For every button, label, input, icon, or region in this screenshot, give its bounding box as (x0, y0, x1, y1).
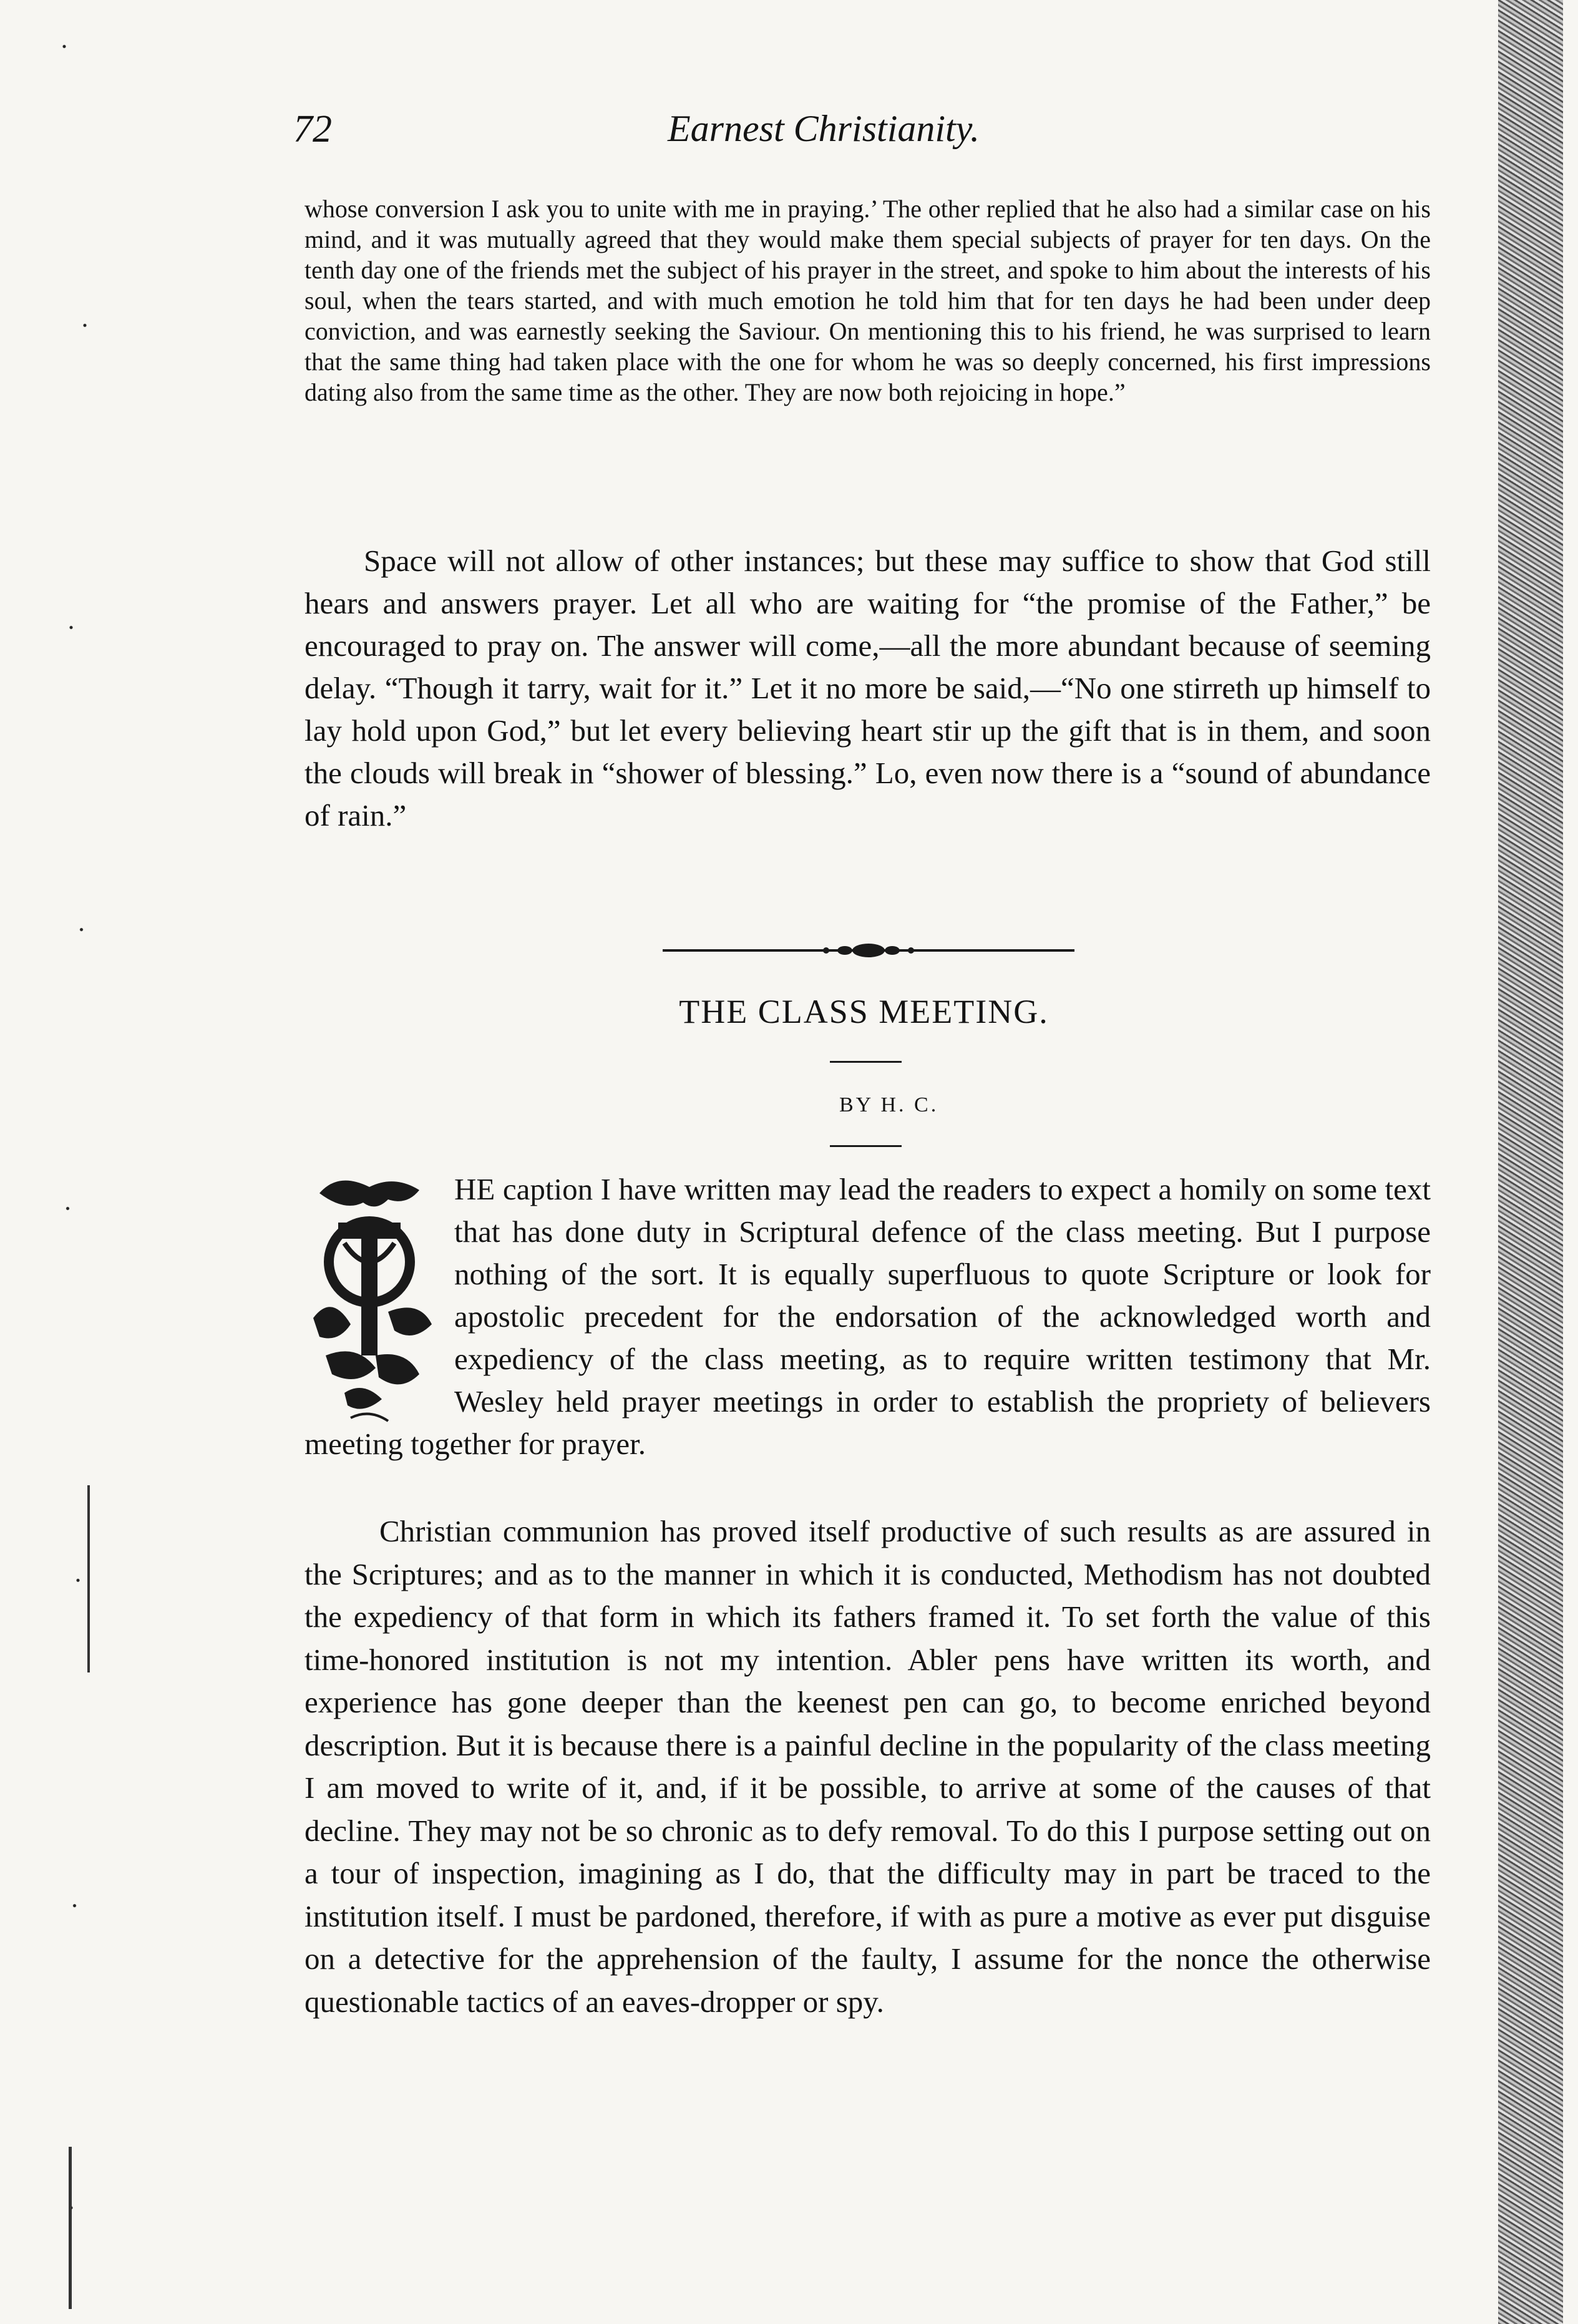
running-title: Earnest Christianity. (668, 108, 980, 149)
quote-continuation-paragraph: whose conversion I ask you to unite with me in praying.’ The other replied that he also had a similar case on his mind, and it was mutually agreed that they would make them special subjects of prayer for ten days. On the tenth day one of the friends met the subject of his prayer in the street, and spoke to him about the interests of his soul, when the tears started, and with much emotion he told him that for ten days he had been under deep conviction, and was earnestly seeking the Saviour. On mentioning this to his friend, he was surprised to learn that the same thing had taken place with the one for whom he was so deeply concerned, his first impressions dating also from the same time as the other. They are now both rejoicing in hope.” (304, 195, 1431, 406)
ornamental-divider (663, 941, 1074, 960)
title-rule (830, 1061, 902, 1063)
scan-gutter-marks (44, 0, 112, 2324)
article-byline: BY H. C. (839, 1093, 939, 1116)
closing-paragraph: Space will not allow of other instances; but these may suffice to show that God still hears and answers prayer. Let all who are waiting for “the promise of the Father,” be encouraged to pray on. The answer will come,—all the more abundant because of seeming delay. “Though it tarry, wait for it.” Let it no more be said,—“No one stirreth up himself to lay hold upon God,” but let every believing heart stir up the gift that is in them, and soon the clouds will break in “shower of blessing.” Lo, even now there is a “sound of abundance of rain.” (304, 544, 1431, 832)
scan-gutter-line (69, 2147, 72, 2309)
page-edge-texture (1498, 0, 1563, 2324)
running-header (293, 107, 1479, 164)
article-paragraph (304, 1168, 1431, 1465)
article-title: THE CLASS MEETING. (679, 993, 1049, 1030)
article-paragraph-text: HE caption I have written may lead the readers to expect a homily on some text that has done duty in Scriptural defence of the class meeting. But I purpose nothing of the sort. It is equally superfluous to quote Scripture or look for apostolic precedent for the endorsation of the acknowledged worth and expediency of the class meeting, as to require written testimony that Mr. Wesley held prayer meetings in order to establish the propriety of believers meeting together for prayer. (304, 1172, 1431, 1461)
scan-gutter-line (87, 1485, 90, 1672)
article-paragraph: Christian communion has proved itself productive of such results as are assured in the Scriptures; and as to the manner in which it is conducted, Methodism has not doubted the expediency of that form in which its fathers framed it. To set forth the value of this time-honored institution is not my intention. Abler pens have written its worth, and experience has gone deeper than the keenest pen can go, to become enriched beyond description. But it is because there is a painful decline in the popularity of the class meeting I am moved to write of it, and, if it be possible, to arrive at some of the causes of that decline. They may not be so chronic as to defy removal. To do this I purpose setting out on a tour of inspection, imagining as I do, that the difficulty may in part be traced to the institution itself. I must be pardoned, therefore, if with as pure a motive as ever put disguise on a detective for the apprehension of the faulty, I assume for the nonce the otherwise questionable tactics of an eaves-dropper or spy. (304, 1514, 1431, 2019)
page-number: 72 (293, 108, 332, 150)
byline-rule (830, 1145, 902, 1147)
